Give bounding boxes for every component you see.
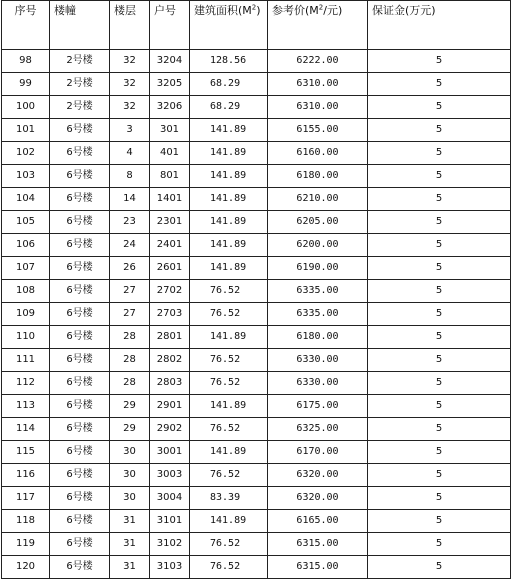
table-row [2,326,511,349]
header-area [190,1,268,50]
table-header [2,1,511,50]
cell-seq: 107 [2,257,50,280]
cell-seq: 112 [2,372,50,395]
cell-building: 6号楼 [50,372,110,395]
table-row [2,50,511,73]
cell-building: 6号楼 [50,510,110,533]
cell-building: 6号楼 [50,280,110,303]
cell-price: 6160.00 [268,142,368,165]
cell-unit: 3004 [150,487,190,510]
cell-floor: 29 [110,395,150,418]
cell-deposit: 5 [368,556,511,579]
cell-deposit: 5 [368,326,511,349]
cell-floor: 32 [110,50,150,73]
cell-unit: 2703 [150,303,190,326]
table-row [2,533,511,556]
cell-floor: 24 [110,234,150,257]
cell-unit: 3103 [150,556,190,579]
cell-floor: 28 [110,372,150,395]
cell-price: 6180.00 [268,326,368,349]
cell-price: 6175.00 [268,395,368,418]
cell-area: 68.29 [190,96,268,119]
cell-floor: 27 [110,303,150,326]
cell-building: 6号楼 [50,119,110,142]
cell-floor: 32 [110,73,150,96]
cell-building: 6号楼 [50,257,110,280]
cell-floor: 14 [110,188,150,211]
cell-area: 76.52 [190,556,268,579]
cell-unit: 3001 [150,441,190,464]
cell-floor: 32 [110,96,150,119]
cell-unit: 2702 [150,280,190,303]
cell-building: 6号楼 [50,349,110,372]
cell-deposit: 5 [368,464,511,487]
table-row [2,142,511,165]
table-row [2,119,511,142]
table-row [2,556,511,579]
cell-deposit: 5 [368,303,511,326]
cell-unit: 1401 [150,188,190,211]
cell-area: 76.52 [190,280,268,303]
cell-seq: 104 [2,188,50,211]
cell-price: 6335.00 [268,303,368,326]
cell-price: 6310.00 [268,73,368,96]
cell-building: 2号楼 [50,50,110,73]
cell-deposit: 5 [368,50,511,73]
cell-floor: 31 [110,510,150,533]
cell-building: 6号楼 [50,142,110,165]
cell-seq: 111 [2,349,50,372]
cell-unit: 801 [150,165,190,188]
cell-price: 6180.00 [268,165,368,188]
cell-unit: 3206 [150,96,190,119]
cell-building: 6号楼 [50,487,110,510]
cell-price: 6330.00 [268,349,368,372]
cell-seq: 106 [2,234,50,257]
cell-unit: 2802 [150,349,190,372]
header-price [268,1,368,50]
cell-seq: 114 [2,418,50,441]
cell-price: 6170.00 [268,441,368,464]
header-floor: 楼层 [110,1,150,50]
cell-deposit: 5 [368,96,511,119]
cell-area: 83.39 [190,487,268,510]
table-row [2,211,511,234]
cell-building: 6号楼 [50,533,110,556]
cell-price: 6315.00 [268,556,368,579]
cell-seq: 110 [2,326,50,349]
cell-seq: 98 [2,50,50,73]
cell-unit: 3205 [150,73,190,96]
cell-building: 2号楼 [50,73,110,96]
cell-deposit: 5 [368,234,511,257]
cell-floor: 30 [110,487,150,510]
cell-seq: 99 [2,73,50,96]
cell-building: 6号楼 [50,326,110,349]
cell-unit: 301 [150,119,190,142]
cell-seq: 105 [2,211,50,234]
header-area-text: 建筑面积(M [194,4,252,17]
table-row [2,280,511,303]
cell-deposit: 5 [368,280,511,303]
cell-unit: 2803 [150,372,190,395]
cell-deposit: 5 [368,418,511,441]
cell-area: 141.89 [190,119,268,142]
cell-floor: 8 [110,165,150,188]
cell-floor: 30 [110,441,150,464]
header-price-text: 参考价(M [272,4,319,17]
header-unit: 户号 [150,1,190,50]
cell-area: 128.56 [190,50,268,73]
table-row [2,441,511,464]
cell-deposit: 5 [368,487,511,510]
cell-seq: 116 [2,464,50,487]
cell-deposit: 5 [368,188,511,211]
cell-floor: 31 [110,556,150,579]
cell-deposit: 5 [368,142,511,165]
cell-floor: 23 [110,211,150,234]
cell-building: 6号楼 [50,556,110,579]
cell-deposit: 5 [368,257,511,280]
table-row [2,372,511,395]
cell-seq: 101 [2,119,50,142]
cell-price: 6320.00 [268,487,368,510]
cell-building: 6号楼 [50,395,110,418]
cell-building: 2号楼 [50,96,110,119]
cell-area: 68.29 [190,73,268,96]
cell-price: 6205.00 [268,211,368,234]
cell-seq: 119 [2,533,50,556]
cell-area: 141.89 [190,510,268,533]
table-row [2,349,511,372]
cell-deposit: 5 [368,73,511,96]
cell-floor: 28 [110,326,150,349]
cell-price: 6200.00 [268,234,368,257]
header-price-sup: 2 [318,3,324,12]
cell-floor: 31 [110,533,150,556]
cell-floor: 27 [110,280,150,303]
cell-seq: 108 [2,280,50,303]
cell-price: 6190.00 [268,257,368,280]
cell-price: 6315.00 [268,533,368,556]
cell-price: 6210.00 [268,188,368,211]
table-row [2,165,511,188]
cell-area: 76.52 [190,418,268,441]
cell-area: 76.52 [190,303,268,326]
cell-building: 6号楼 [50,211,110,234]
header-area-sup: 2 [251,3,257,12]
cell-price: 6155.00 [268,119,368,142]
cell-unit: 3102 [150,533,190,556]
header-row [2,1,511,50]
header-area-close: ) [256,4,261,17]
cell-unit: 2401 [150,234,190,257]
cell-price: 6325.00 [268,418,368,441]
cell-deposit: 5 [368,395,511,418]
cell-building: 6号楼 [50,464,110,487]
cell-building: 6号楼 [50,188,110,211]
table-row [2,234,511,257]
cell-building: 6号楼 [50,418,110,441]
cell-deposit: 5 [368,441,511,464]
cell-price: 6330.00 [268,372,368,395]
table-row [2,73,511,96]
cell-building: 6号楼 [50,234,110,257]
cell-unit: 2801 [150,326,190,349]
table-row [2,257,511,280]
cell-floor: 4 [110,142,150,165]
cell-floor: 3 [110,119,150,142]
cell-deposit: 5 [368,510,511,533]
cell-seq: 120 [2,556,50,579]
cell-floor: 28 [110,349,150,372]
cell-unit: 3003 [150,464,190,487]
cell-price: 6222.00 [268,50,368,73]
cell-seq: 109 [2,303,50,326]
cell-area: 141.89 [190,441,268,464]
cell-seq: 117 [2,487,50,510]
cell-price: 6165.00 [268,510,368,533]
cell-area: 141.89 [190,211,268,234]
listing-table [1,0,511,579]
cell-seq: 102 [2,142,50,165]
cell-area: 141.89 [190,165,268,188]
table-row [2,487,511,510]
cell-floor: 29 [110,418,150,441]
table-row [2,303,511,326]
cell-area: 141.89 [190,188,268,211]
cell-unit: 2901 [150,395,190,418]
cell-area: 76.52 [190,372,268,395]
cell-building: 6号楼 [50,441,110,464]
cell-deposit: 5 [368,165,511,188]
cell-unit: 2601 [150,257,190,280]
cell-seq: 103 [2,165,50,188]
cell-price: 6320.00 [268,464,368,487]
cell-area: 141.89 [190,395,268,418]
cell-area: 141.89 [190,326,268,349]
cell-deposit: 5 [368,533,511,556]
cell-deposit: 5 [368,372,511,395]
header-seq: 序号 [2,1,50,50]
table-row [2,395,511,418]
cell-deposit: 5 [368,211,511,234]
cell-area: 141.89 [190,257,268,280]
table-row [2,418,511,441]
cell-area: 141.89 [190,142,268,165]
header-deposit: 保证金(万元) [368,1,511,50]
table-row [2,96,511,119]
cell-unit: 401 [150,142,190,165]
cell-floor: 30 [110,464,150,487]
cell-area: 76.52 [190,349,268,372]
cell-seq: 115 [2,441,50,464]
header-price-close: /元) [323,4,343,17]
cell-unit: 2301 [150,211,190,234]
table-row [2,464,511,487]
cell-deposit: 5 [368,349,511,372]
table-row [2,510,511,533]
cell-unit: 3101 [150,510,190,533]
cell-seq: 100 [2,96,50,119]
cell-price: 6335.00 [268,280,368,303]
cell-area: 76.52 [190,533,268,556]
table-row [2,188,511,211]
table-body [2,50,511,579]
header-building: 楼幢 [50,1,110,50]
cell-unit: 2902 [150,418,190,441]
cell-unit: 3204 [150,50,190,73]
cell-building: 6号楼 [50,165,110,188]
cell-building: 6号楼 [50,303,110,326]
cell-floor: 26 [110,257,150,280]
cell-seq: 113 [2,395,50,418]
cell-area: 76.52 [190,464,268,487]
cell-area: 141.89 [190,234,268,257]
cell-deposit: 5 [368,119,511,142]
cell-seq: 118 [2,510,50,533]
cell-price: 6310.00 [268,96,368,119]
